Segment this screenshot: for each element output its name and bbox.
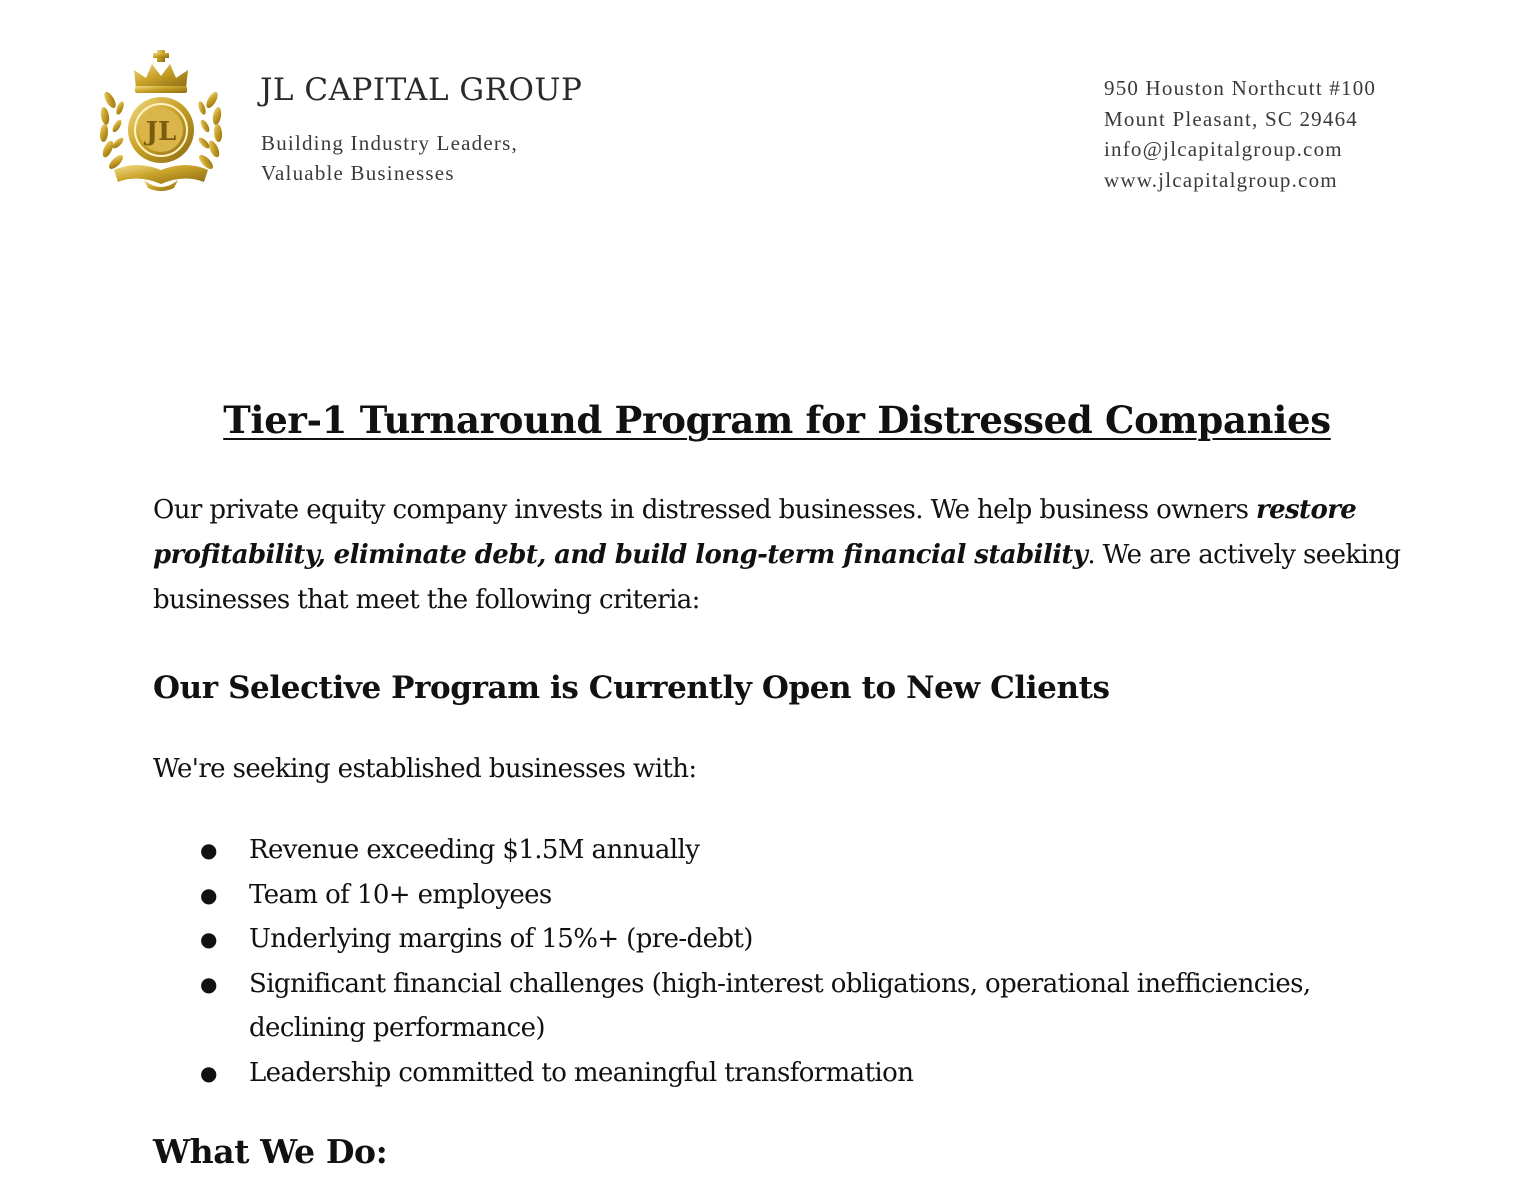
intro-emphasis: profitability, eliminate debt, and build long-term financial stability bbox=[153, 540, 1088, 570]
list-item-text: Significant financial challenges (high-interest obligations, operational inefficiencies, bbox=[249, 968, 1311, 999]
bullet-icon: ● bbox=[200, 882, 217, 907]
seeking-text: We're seeking established businesses with: bbox=[153, 754, 697, 784]
address-street: 950 Houston Northcutt #100 bbox=[1104, 76, 1377, 100]
list-item bbox=[200, 962, 1400, 1051]
bullet-icon: ● bbox=[200, 1060, 217, 1085]
intro-line bbox=[153, 533, 1401, 578]
list-item-text: Underlying margins of 15%+ (pre-debt) bbox=[249, 924, 753, 954]
intro-text: Our private equity company invests in distressed businesses. We help business owners bbox=[153, 495, 1256, 525]
document-title: Tier-1 Turnaround Program for Distressed Companies bbox=[223, 398, 1331, 442]
section-heading: Our Selective Program is Currently Open to New Clients bbox=[153, 670, 1110, 706]
company-address bbox=[1104, 73, 1376, 195]
what-we-do-heading: What We Do: bbox=[153, 1132, 388, 1171]
bullet-icon: ● bbox=[200, 971, 217, 996]
list-item bbox=[200, 873, 1400, 918]
list-item bbox=[200, 828, 1400, 873]
intro-text: businesses that meet the following criteria: bbox=[153, 585, 700, 615]
address-email[interactable]: info@jlcapitalgroup.com bbox=[1104, 137, 1343, 161]
bullet-icon: ● bbox=[200, 927, 217, 951]
company-tagline bbox=[261, 128, 518, 188]
intro-emphasis: restore bbox=[1255, 495, 1357, 525]
tagline-line: Valuable Businesses bbox=[261, 161, 455, 185]
list-item bbox=[200, 917, 1400, 962]
intro-line bbox=[153, 578, 1393, 623]
bullet-icon: ● bbox=[200, 838, 217, 862]
address-city: Mount Pleasant, SC 29464 bbox=[1104, 106, 1358, 131]
list-item-text: Leadership committed to meaningful transformation bbox=[249, 1057, 914, 1088]
company-name: JL CAPITAL GROUP bbox=[260, 72, 583, 108]
list-item-text: Revenue exceeding $1.5M annually bbox=[249, 835, 700, 865]
list-item bbox=[200, 1051, 1400, 1096]
tagline-line: Building Industry Leaders, bbox=[261, 131, 518, 155]
criteria-list bbox=[200, 828, 1400, 1095]
crest-logo-icon bbox=[96, 48, 226, 194]
intro-text: . We are actively seeking bbox=[1087, 540, 1401, 570]
logo-monogram: JL bbox=[145, 117, 177, 147]
list-item-text: declining performance) bbox=[249, 1013, 545, 1043]
list-item-text: Team of 10+ employees bbox=[249, 879, 552, 910]
address-website[interactable]: www.jlcapitalgroup.com bbox=[1104, 167, 1338, 192]
intro-line bbox=[153, 488, 1393, 533]
intro-paragraph bbox=[153, 488, 1401, 623]
